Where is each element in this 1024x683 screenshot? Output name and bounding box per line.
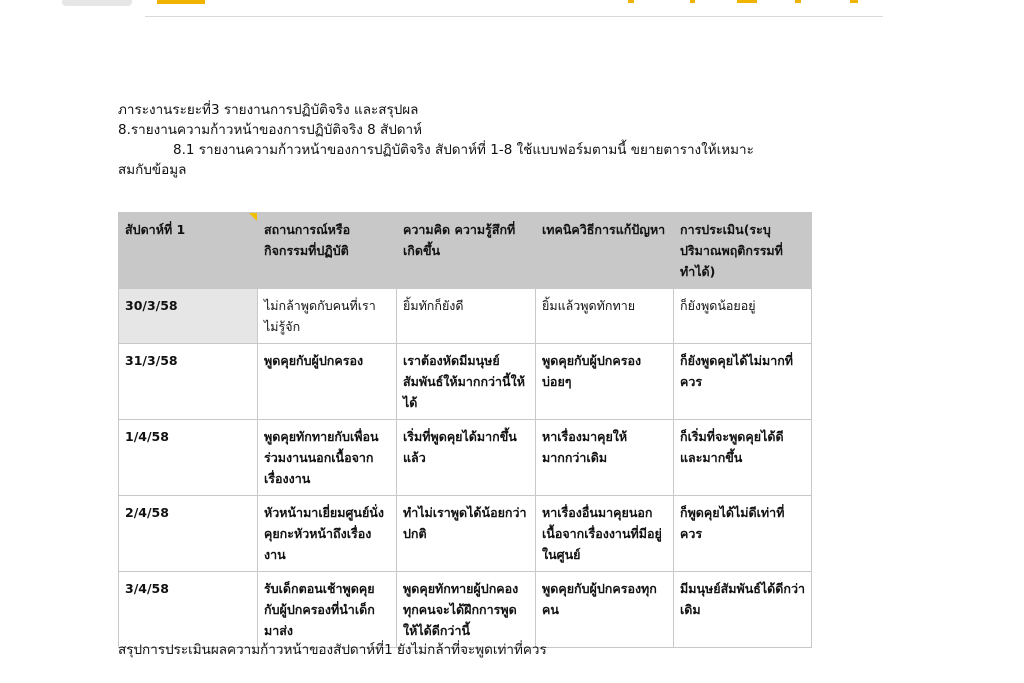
doc-line-2: 8.รายงานความก้าวหน้าของการปฏิบัติจริง 8 สัปดาห์	[118, 122, 423, 138]
toolbar-mark	[690, 0, 695, 3]
table-row	[119, 572, 812, 648]
cell-date: 30/3/58	[119, 289, 258, 344]
cell-activity: หัวหน้ามาเยี่ยมศูนย์นั่งคุยกะหัวหน้าถึงเรื่องงาน	[258, 496, 397, 572]
cell-activity: ไม่กล้าพูดกับคนที่เราไม่รู้จัก	[258, 289, 397, 344]
summary-text: สรุปการประเมินผลความก้าวหน้าของสัปดาห์ที่1 ยังไม่กล้าที่จะพูดเท่าที่ควร	[118, 642, 547, 658]
cell-feeling: พูดคุยทักทายผู้ปกคองทุกคนจะได้ฝึกการพูดให้ได้ดีกว่านี้	[397, 572, 536, 648]
comment-marker-icon[interactable]	[249, 213, 257, 221]
cell-activity: พูดคุยทักทายกับเพื่อนร่วมงานนอกเนื้อจากเรื่องงาน	[258, 420, 397, 496]
header-week: สัปดาห์ที่ 1	[119, 213, 258, 289]
cell-date: 31/3/58	[119, 344, 258, 420]
cell-activity: พูดคุยกับผู้ปกครอง	[258, 344, 397, 420]
toolbar-mark	[628, 0, 634, 3]
cell-evaluation: ก็ยังพูดคุยได้ไม่มากที่ควร	[674, 344, 812, 420]
header-technique: เทคนิควิธีการแก้ปัญหา	[536, 213, 674, 289]
header-activity: สถานการณ์หรือกิจกรรมที่ปฏิบัติ	[258, 213, 397, 289]
cell-date: 1/4/58	[119, 420, 258, 496]
cell-feeling: ยิ้มทักก็ยังดี	[397, 289, 536, 344]
doc-line-3b: สมกับข้อมูล	[118, 162, 187, 178]
cell-technique: หาเรื่องอื่นมาคุยนอกเนื้อจากเรื่องงานที่มีอยู่ในศูนย์	[536, 496, 674, 572]
table-row	[119, 289, 812, 344]
cell-technique: ยิ้มแล้วพูดทักทาย	[536, 289, 674, 344]
table-row	[119, 420, 812, 496]
cell-technique: พูดคุยกับผู้ปกครองทุกคน	[536, 572, 674, 648]
document-body	[118, 100, 808, 180]
cell-feeling: เริ่มที่พูดคุยได้มากขึ้นแล้ว	[397, 420, 536, 496]
table-row	[119, 344, 812, 420]
cell-evaluation: ก็เริ่มที่จะพูดคุยได้ดีและมากขึ้น	[674, 420, 812, 496]
progress-table	[118, 212, 812, 648]
toolbar-mark	[795, 0, 801, 3]
cell-activity: รับเด็กตอนเช้าพูดคุยกับผู้ปกครองที่นำเด็กมาส่ง	[258, 572, 397, 648]
doc-line-1: ภาระงานระยะที่3 รายงานการปฏิบัติจริง และสรุปผล	[118, 102, 419, 118]
doc-line-3a: 8.1 รายงานความก้าวหน้าของการปฏิบัติจริง สัปดาห์ที่ 1-8 ใช้แบบฟอร์มตามนี้ ขยายตารางให้เหมาะ	[173, 142, 754, 158]
cell-evaluation: มีมนุษย์สัมพันธ์ได้ดีกว่าเดิม	[674, 572, 812, 648]
cell-technique: หาเรื่องมาคุยให้มากกว่าเดิม	[536, 420, 674, 496]
cell-date: 3/4/58	[119, 572, 258, 648]
toolbar-mark	[850, 0, 858, 3]
table-row	[119, 496, 812, 572]
cell-evaluation: ก็พูดคุยได้ไม่ดีเท่าที่ควร	[674, 496, 812, 572]
toolbar-active-indicator	[157, 0, 205, 4]
header-evaluation: การประเมิน(ระบุปริมาณพฤติกรรมที่ทำได้)	[674, 213, 812, 289]
header-feeling: ความคิด ความรู้สึกที่เกิดขึ้น	[397, 213, 536, 289]
cell-feeling: ทำไม่เราพูดได้น้อยกว่าปกติ	[397, 496, 536, 572]
top-toolbar-strip	[0, 0, 1024, 18]
cell-evaluation: ก็ยังพูดน้อยอยู่	[674, 289, 812, 344]
cell-technique: พูดคุยกับผู้ปกครองบ่อยๆ	[536, 344, 674, 420]
cell-date: 2/4/58	[119, 496, 258, 572]
cell-feeling: เราต้องหัดมีมนุษย์สัมพันธ์ให้มากกว่านี้ให้ได้	[397, 344, 536, 420]
toolbar-divider	[145, 16, 883, 17]
toolbar-button[interactable]	[62, 0, 132, 6]
table-header-row	[119, 213, 812, 289]
toolbar-mark	[737, 0, 757, 3]
